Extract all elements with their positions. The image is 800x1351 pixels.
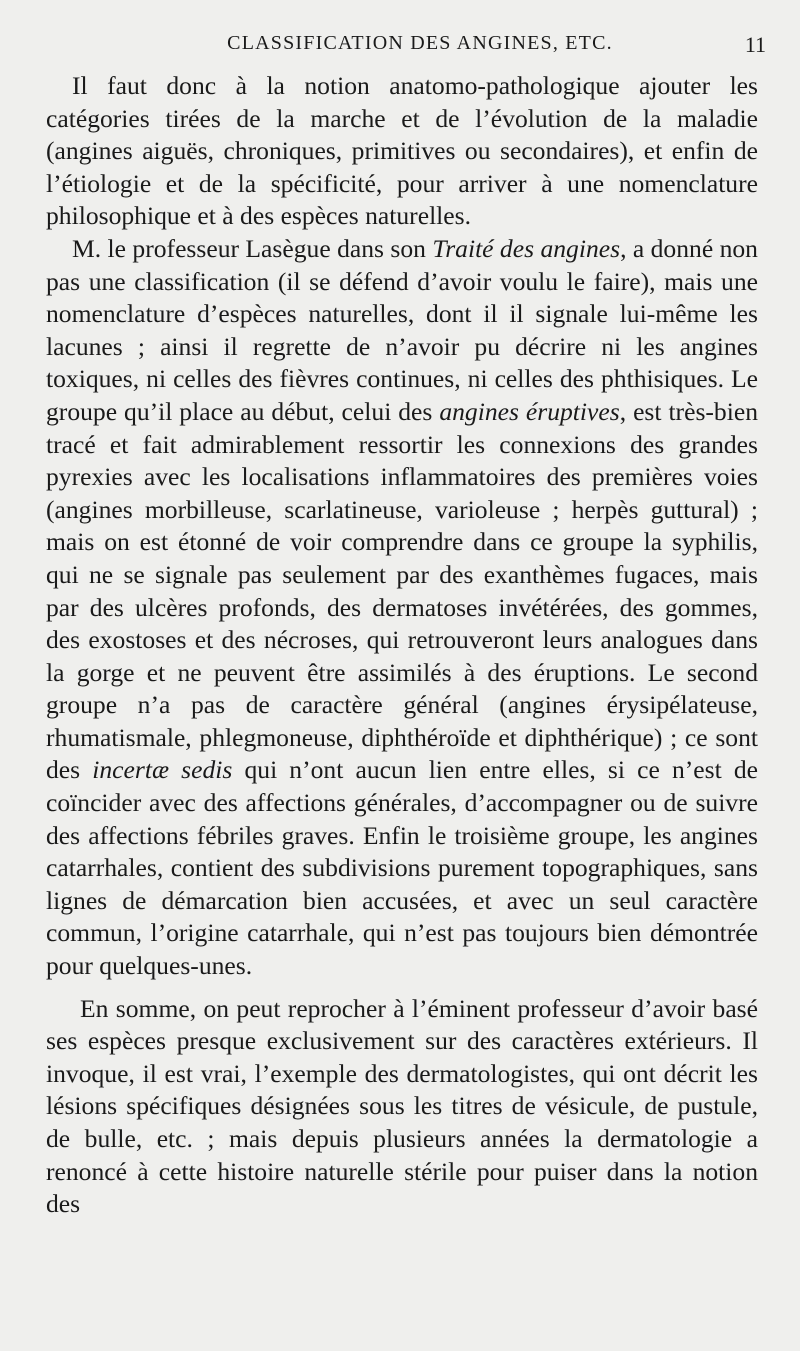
term-italic-eruptives: angines éruptives [439, 396, 620, 426]
paragraph-2-part-1: M. le professeur Lasègue dans son [72, 233, 433, 263]
paragraph-1: Il faut donc à la notion anatomo-pathologique ajouter les catégories tirées de la marche et de l’évolution de la maladie (angines aiguës, chroniques, primitives ou secondaires), et enfin de l’étiologie et de la spécificité, pour arriver à une nomenclature philosophique et à des espèces naturelles. [46, 71, 758, 231]
body-text [46, 70, 758, 1221]
paragraph-2-part-2: , a donné non pas une classification (il se défend d’avoir voulu le faire), mais une nomenclature d’espèces naturelles, dont il il signale lui-même les lacunes ; ainsi il regrette de n’avoir pu décrire ni les angines toxiques, ni celles des fièvres continues, ni celles des phthisiques. Le groupe qu’il place au début, celui des [46, 233, 758, 426]
running-title: CLASSIFICATION DES ANGINES, ETC. [227, 32, 613, 54]
page-number: 11 [744, 32, 766, 57]
book-title-italic: Traité des angines [432, 233, 621, 263]
paragraph-3: En somme, on peut reprocher à l’éminent professeur d’avoir basé ses espèces presque exclusivement sur des caractères extérieurs. Il invoque, il est vrai, l’exemple des dermatologistes, qui ont décrit les lésions spécifiques désignées sous les titres de vésicule, de pustule, de bulle, etc. ; mais depuis plusieurs années la dermatologie a renoncé à cette histoire naturelle stérile pour puiser dans la notion des [46, 993, 758, 1219]
paragraph-2-part-3: , est très-bien tracé et fait admirablement ressortir les connexions des grandes pyrexies avec les localisations inflammatoires des premières voies (angines morbilleuse, scarlatineuse, varioleuse ; herpès guttural) ; mais on est étonné de voir comprendre dans ce groupe la syphilis, qui ne se signale pas seulement par des exanthèmes fugaces, mais par des ulcères profonds, des dermatoses invétérées, des gommes, des exostoses et des nécroses, qui retrouveront leurs analogues dans la gorge et ne peuvent être assimilés à des éruptions. Le second groupe n’a pas de caractère général (angines érysipélateuse, rhumatismale, phlegmoneuse, diphthéroïde et diphthérique) ; ce sont des [46, 396, 758, 785]
paragraph-2 [46, 233, 758, 983]
term-italic-incertae: incertæ sedis [92, 755, 233, 785]
paragraph-2-part-4: qui n’ont aucun lien entre elles, si ce n’est de coïncider avec des affections générales, d’accompagner ou de suivre des affections fébriles graves. Enfin le troisième groupe, les angines catarrhales, contient des subdivisions purement topographiques, sans lignes de démarcation bien accusées, et avec un seul caractère commun, l’origine catarrhale, qui n’est pas toujours bien démontrée pour quelques-unes. [46, 755, 758, 981]
running-head [46, 30, 766, 70]
